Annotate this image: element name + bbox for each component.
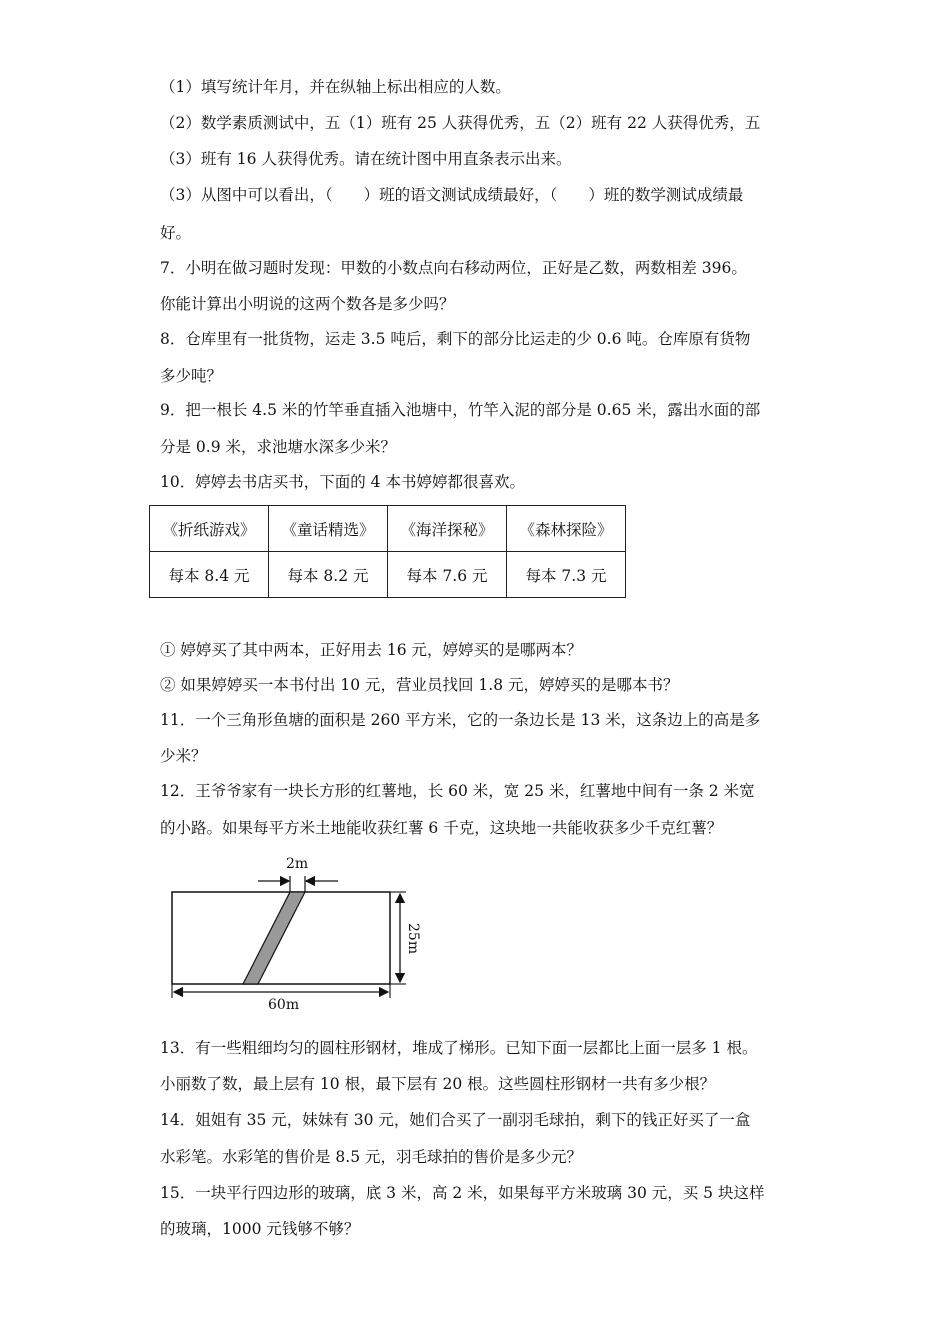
text-line: 分是 0.9 米，求池塘水深多少米？ [160, 438, 397, 456]
text-line: 好。 [160, 224, 192, 242]
question-8: 8．仓库里有一批货物，运走 3.5 吨后，剩下的部分比运走的少 0.6 吨。仓库原有货物 [160, 330, 751, 348]
text-line: 少米？ [160, 747, 207, 765]
book-price-table [149, 505, 626, 598]
question-7: 7．小明在做习题时发现：甲数的小数点向右移动两位，正好是乙数，两数相差 396。 [160, 259, 747, 277]
sweet-potato-field-diagram [160, 850, 440, 1015]
text-line: 你能计算出小明说的这两个数各是多少吗？ [160, 295, 455, 313]
book-price-cell: 每本 7.3 元 [507, 552, 626, 598]
book-title-cell: 《童话精选》 [269, 506, 388, 552]
book-title-cell: 《森林探险》 [507, 506, 626, 552]
book-price-cell: 每本 8.2 元 [269, 552, 388, 598]
text-line: （3）从图中可以看出，（ ）班的语文测试成绩最好，（ ）班的数学测试成绩最 [160, 186, 744, 204]
text-line: 水彩笔。水彩笔的售价是 8.5 元，羽毛球拍的售价是多少元？ [160, 1148, 583, 1166]
book-price-cell: 每本 8.4 元 [150, 552, 269, 598]
table-row [150, 506, 626, 552]
question-11: 11．一个三角形鱼塘的面积是 260 平方米，它的一条边长是 13 米，这条边上的高是多 [160, 711, 761, 729]
book-title-cell: 《海洋探秘》 [388, 506, 507, 552]
field-length-label: 60m [268, 997, 300, 1013]
text-line: （2）数学素质测试中，五（1）班有 25 人获得优秀，五（2）班有 22 人获得优秀，五 [160, 114, 761, 132]
table-row [150, 552, 626, 598]
text-line: （1）填写统计年月，并在纵轴上标出相应的人数。 [160, 78, 511, 96]
question-12: 12．王爷爷家有一块长方形的红薯地，长 60 米，宽 25 米，红薯地中间有一条 2 米宽 [160, 782, 755, 800]
text-line: 的小路。如果每平方米土地能收获红薯 6 千克，这块地一共能收获多少千克红薯？ [160, 819, 723, 837]
sub-question-2: ② 如果婷婷买一本书付出 10 元，营业员找回 1.8 元，婷婷买的是哪本书？ [160, 676, 679, 694]
question-13: 13．有一些粗细均匀的圆柱形钢材，堆成了梯形。已知下面一层都比上面一层多 1 根。 [160, 1039, 758, 1057]
question-14: 14．姐姐有 35 元，妹妹有 30 元，她们合买了一副羽毛球拍，剩下的钱正好买了一盒 [160, 1111, 751, 1129]
text-line: 小丽数了数，最上层有 10 根，最下层有 20 根。这些圆柱形钢材一共有多少根？ [160, 1075, 716, 1093]
question-9: 9．把一根长 4.5 米的竹竿垂直插入池塘中，竹竿入泥的部分是 0.65 米，露出水面的部 [160, 401, 761, 419]
text-line: 多少吨？ [160, 367, 223, 385]
field-width-label: 25m [405, 923, 421, 955]
question-10: 10．婷婷去书店买书，下面的 4 本书婷婷都很喜欢。 [160, 473, 525, 491]
question-15: 15．一块平行四边形的玻璃，底 3 米，高 2 米，如果每平方米玻璃 30 元，买 5 块这样 [160, 1184, 765, 1202]
text-line: 的玻璃，1000 元钱够不够？ [160, 1220, 360, 1238]
road-width-label: 2m [286, 856, 309, 872]
text-line: （3）班有 16 人获得优秀。请在统计图中用直条表示出来。 [160, 150, 572, 168]
book-title-cell: 《折纸游戏》 [150, 506, 269, 552]
book-price-cell: 每本 7.6 元 [388, 552, 507, 598]
road-strip [243, 892, 305, 984]
sub-question-1: ① 婷婷买了其中两本，正好用去 16 元，婷婷买的是哪两本？ [160, 641, 583, 659]
